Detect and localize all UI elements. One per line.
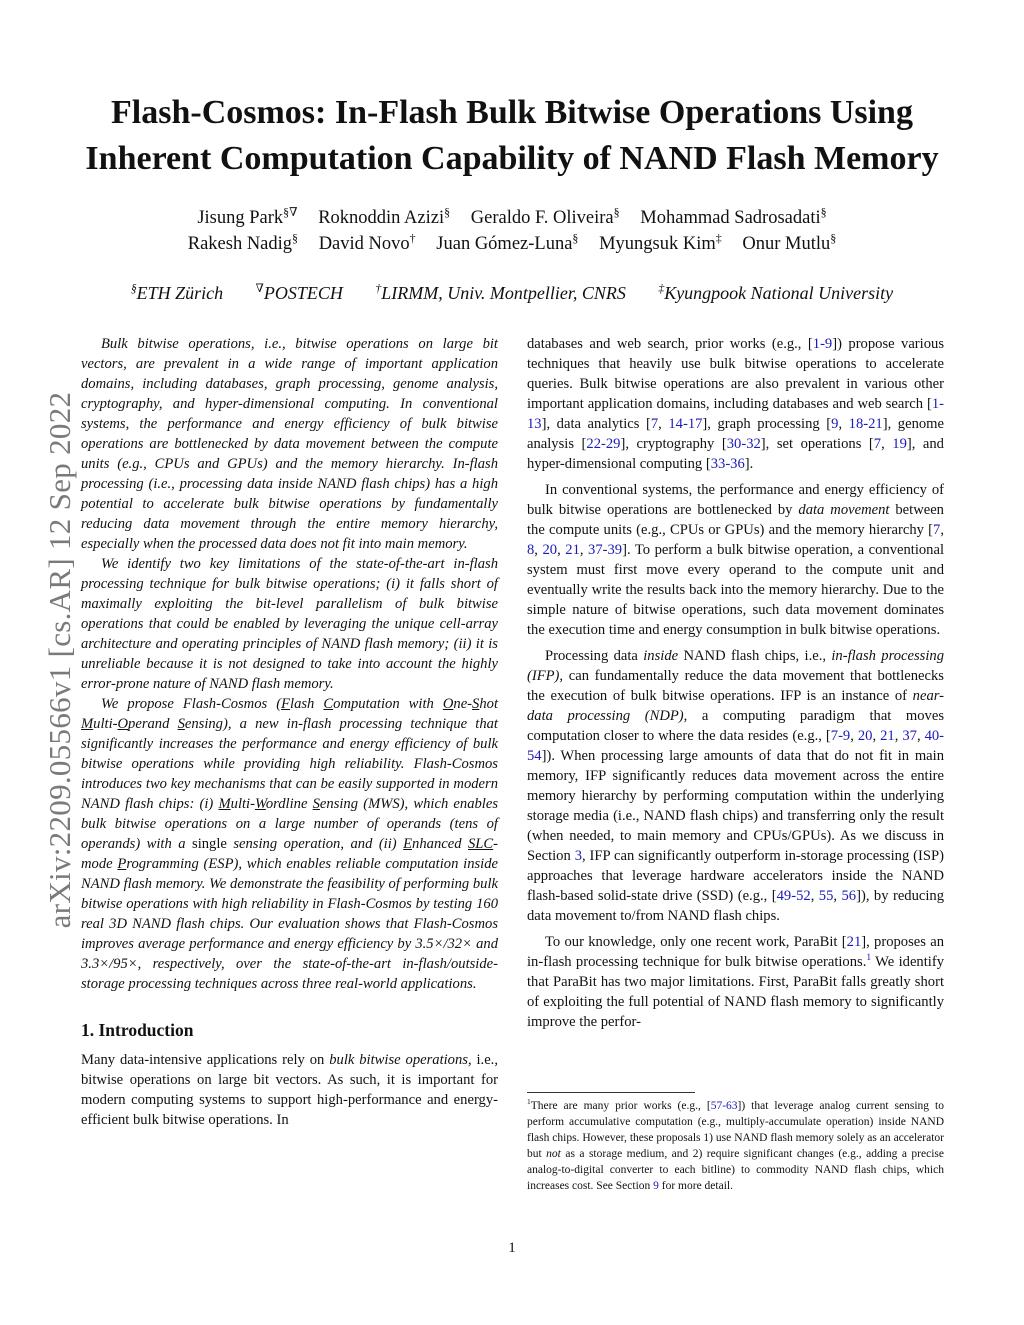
citation-link[interactable]: 1-9 [812,336,833,352]
left-column [81,334,498,1136]
citation-link[interactable]: 37 [902,728,917,744]
affiliation: ‡Kyungpook National University [658,282,894,303]
citation-link[interactable]: 21 [565,542,580,558]
citation-link[interactable]: 21 [846,934,862,950]
citation-link[interactable]: 7 [873,436,882,452]
citation-link[interactable]: 40-54 [527,728,945,764]
citation-link[interactable]: 7-9 [830,728,851,744]
author: Rakesh Nadig§ [187,230,299,254]
citation-link[interactable]: 55 [818,888,834,904]
citation-link[interactable]: 57-63 [710,1100,738,1112]
section-heading: 1. Introduction [81,1020,194,1040]
affiliation: ∇POSTECH [255,282,343,303]
citation-link[interactable]: 7 [650,416,659,432]
citation-link[interactable]: 18-21 [848,416,883,432]
abstract-paragraph: Bulk bitwise operations, i.e., bitwise operations on large bit vectors, are prevalent in a wide range of important application domains, including databases, graph processing, genome analysis, cryptography, and hyper-dimensional computing. In conventional systems, the performance and energy efficiency of bulk bitwise operations are bottlenecked by data movement between the compute units (e.g., CPUs and GPUs) and the memory hierarchy. In-flash processing (i.e., processing data inside NAND flash chips) has a high potential to accelerate bulk bitwise operations by fundamentally reducing data movement through the entire memory hierarchy, especially when the processed data does not fit into main memory. [81,336,498,552]
citation-link[interactable]: 20 [542,542,558,558]
arxiv-stamp: arXiv:2209.05566v1 [cs.AR] 12 Sep 2022 [42,391,77,929]
citation-link[interactable]: 22-29 [586,436,621,452]
citation-link[interactable]: 37-39 [588,542,623,558]
body-paragraph: Many data-intensive applications rely on bulk bitwise operations, i.e., bitwise operations on large bit vectors. As such, it is important for modern computing systems to support high-performance and energy-efficient bulk bitwise operations. In [81,1052,498,1128]
section-link[interactable]: 3 [574,848,582,864]
affiliations [40,283,984,304]
footnote-marker[interactable]: 1 [866,953,872,964]
body-paragraph: In conventional systems, the performance and energy efficiency of bulk bitwise operations are bottlenecked by data movement between the compute units (e.g., CPUs or GPUs) and the memory hierarchy [7, 8, 20, 21, 37-39]. To perform a bulk bitwise operation, a conventional system must first move every operand to the compute unit and eventually write the results back into the memory hierarchy. Due to the simple nature of bitwise operations, such data movement dominates the execution time and energy consumption in bulk bitwise operations. [527,482,945,638]
title-line-2: Inherent Computation Capability of NAND Flash Memory [85,140,939,177]
author: Jisung Park§∇ [197,204,298,228]
paper-title [40,90,984,182]
affiliation: †LIRMM, Univ. Montpellier, CNRS [375,282,626,303]
citation-link[interactable]: 8 [527,542,535,558]
section-link[interactable]: 9 [653,1180,659,1192]
footnote-rule [527,1092,695,1093]
citation-link[interactable]: 9 [831,416,839,432]
abstract-paragraph: We identify two key limitations of the state-of-the-art in-flash processing technique for bulk bitwise operations; (i) it falls short of maximally exploiting the bit-level parallelism of bulk bitwise operations that could be enabled by leveraging the unique cell-array architecture and operating principles of NAND flash memory; (ii) it is unreliable because it is not designed to take into account the highly error-prone nature of NAND flash memory. [81,556,498,692]
body-paragraph: To our knowledge, only one recent work, ParaBit [21], proposes an in-flash processing technique for bulk bitwise operations.$^1$ We identify that ParaBit has two major limitations. First, ParaBit falls greatly short of exploiting the full potential of NAND flash memory to significantly improve the perfor- [527,934,944,1030]
citation-link[interactable]: 7 [933,522,941,538]
citation-link[interactable]: 21 [880,728,895,744]
citation-link[interactable]: 56 [841,888,857,904]
page-number: 1 [508,1240,516,1256]
body-paragraph: databases and web search, prior works (e.g., [1-9]) propose various techniques that heavily use bulk bitwise operations to accelerate queries. Bulk bitwise operations are also prevalent in various other important application domains, including databases and web search [1-13], data analytics [7, 14-17], graph processing [9, 18-21], genome analysis [22-29], cryptography [30-32], set operations [7, 19], and hyper-dimensional computing [33-36]. [527,336,944,472]
citation-link[interactable]: 49-52 [776,888,811,904]
author-row-2 [40,231,984,257]
introduction [81,1020,498,1130]
author-list [40,205,984,257]
author: Onur Mutlu§ [742,230,837,254]
author: David Novo† [318,230,416,254]
author: Geraldo F. Oliveira§ [470,204,620,228]
author: Mohammad Sadrosadati§ [640,204,827,228]
body-paragraph: Processing data inside NAND flash chips, i.e., in-flash processing (IFP), can fundamentally reduce the data movement that bottlenecks the execution of bulk bitwise operations. IFP is an instance of near-data processing (NDP), a computing paradigm that moves computation closer to where the data resides (e.g., [7-9, 20, 21, 37, 40-54]). When processing large amounts of data that do not fit in main memory, IFP significantly reduces data movement across the entire memory hierarchy by performing computation within the underlying storage media (i.e., NAND flash chips) and transferring only the result (when needed, to main memory and CPUs/GPUs). As we discuss in Section 3, IFP can significantly outperform in-storage processing (ISP) approaches that leverage hardware accelerators inside the NAND flash-based solid-state drive (SSD) (e.g., [49-52, 55, 56]), by reducing data movement to/from NAND flash chips. [527,648,945,924]
abstract-paragraph: We propose Flash-Cosmos (Flash Computation with One-Shot Multi-Operand Sensing), a new in-flash processing technique that significantly increases the performance and energy efficiency of bulk bitwise operations while providing high reliability. Flash-Cosmos introduces two key mechanisms that can be easily supported in modern NAND flash chips: (i) Multi-Wordline Sensing (MWS), which enables bulk bitwise operations on a large number of operands (tens of operands) with a single sensing operation, and (ii) Enhanced SLC-mode Programming (ESP), which enables reliable computation inside NAND flash memory. We demonstrate the feasibility of performing bulk bitwise operations with high reliability in Flash-Cosmos by testing 160 real 3D NAND flash chips. Our evaluation shows that Flash-Cosmos improves average performance and energy efficiency by 3.5×/32× and 3.3×/95×, respectively, over the state-of-the-art in-flash/outside-storage processing techniques across three real-world applications. [81,696,498,992]
citation-link[interactable]: 20 [857,728,873,744]
abstract [81,334,498,994]
title-line-1: Flash-Cosmos: In-Flash Bulk Bitwise Operations Using [111,94,913,131]
footnote: $^1$There are many prior works (e.g., [57-63]) that leverage analog current sensing to perform accumulative computation (e.g., multiply-accumulate operation) inside NAND flash chips. However, these proposals 1) use NAND flash memory solely as an accelerator but not as a storage medium, and 2) require significant changes (e.g., adding a precise analog-to-digital converter to each bitline) to commodity NAND flash chips, which increases cost. See Section 9 for more detail. [527,1097,945,1192]
right-column [527,334,944,1038]
citation-link[interactable]: 1-13 [527,396,944,432]
author-row-1 [40,205,984,231]
citation-link[interactable]: 19 [892,436,907,452]
author: Juan Gómez-Luna§ [436,230,579,254]
citation-link[interactable]: 33-36 [710,456,745,472]
affiliation: §ETH Zürich [130,282,224,303]
citation-link[interactable]: 30-32 [726,436,761,452]
author: Roknoddin Azizi§ [318,204,451,228]
citation-link[interactable]: 14-17 [668,416,703,432]
author: Myungsuk Kim‡ [599,230,722,254]
